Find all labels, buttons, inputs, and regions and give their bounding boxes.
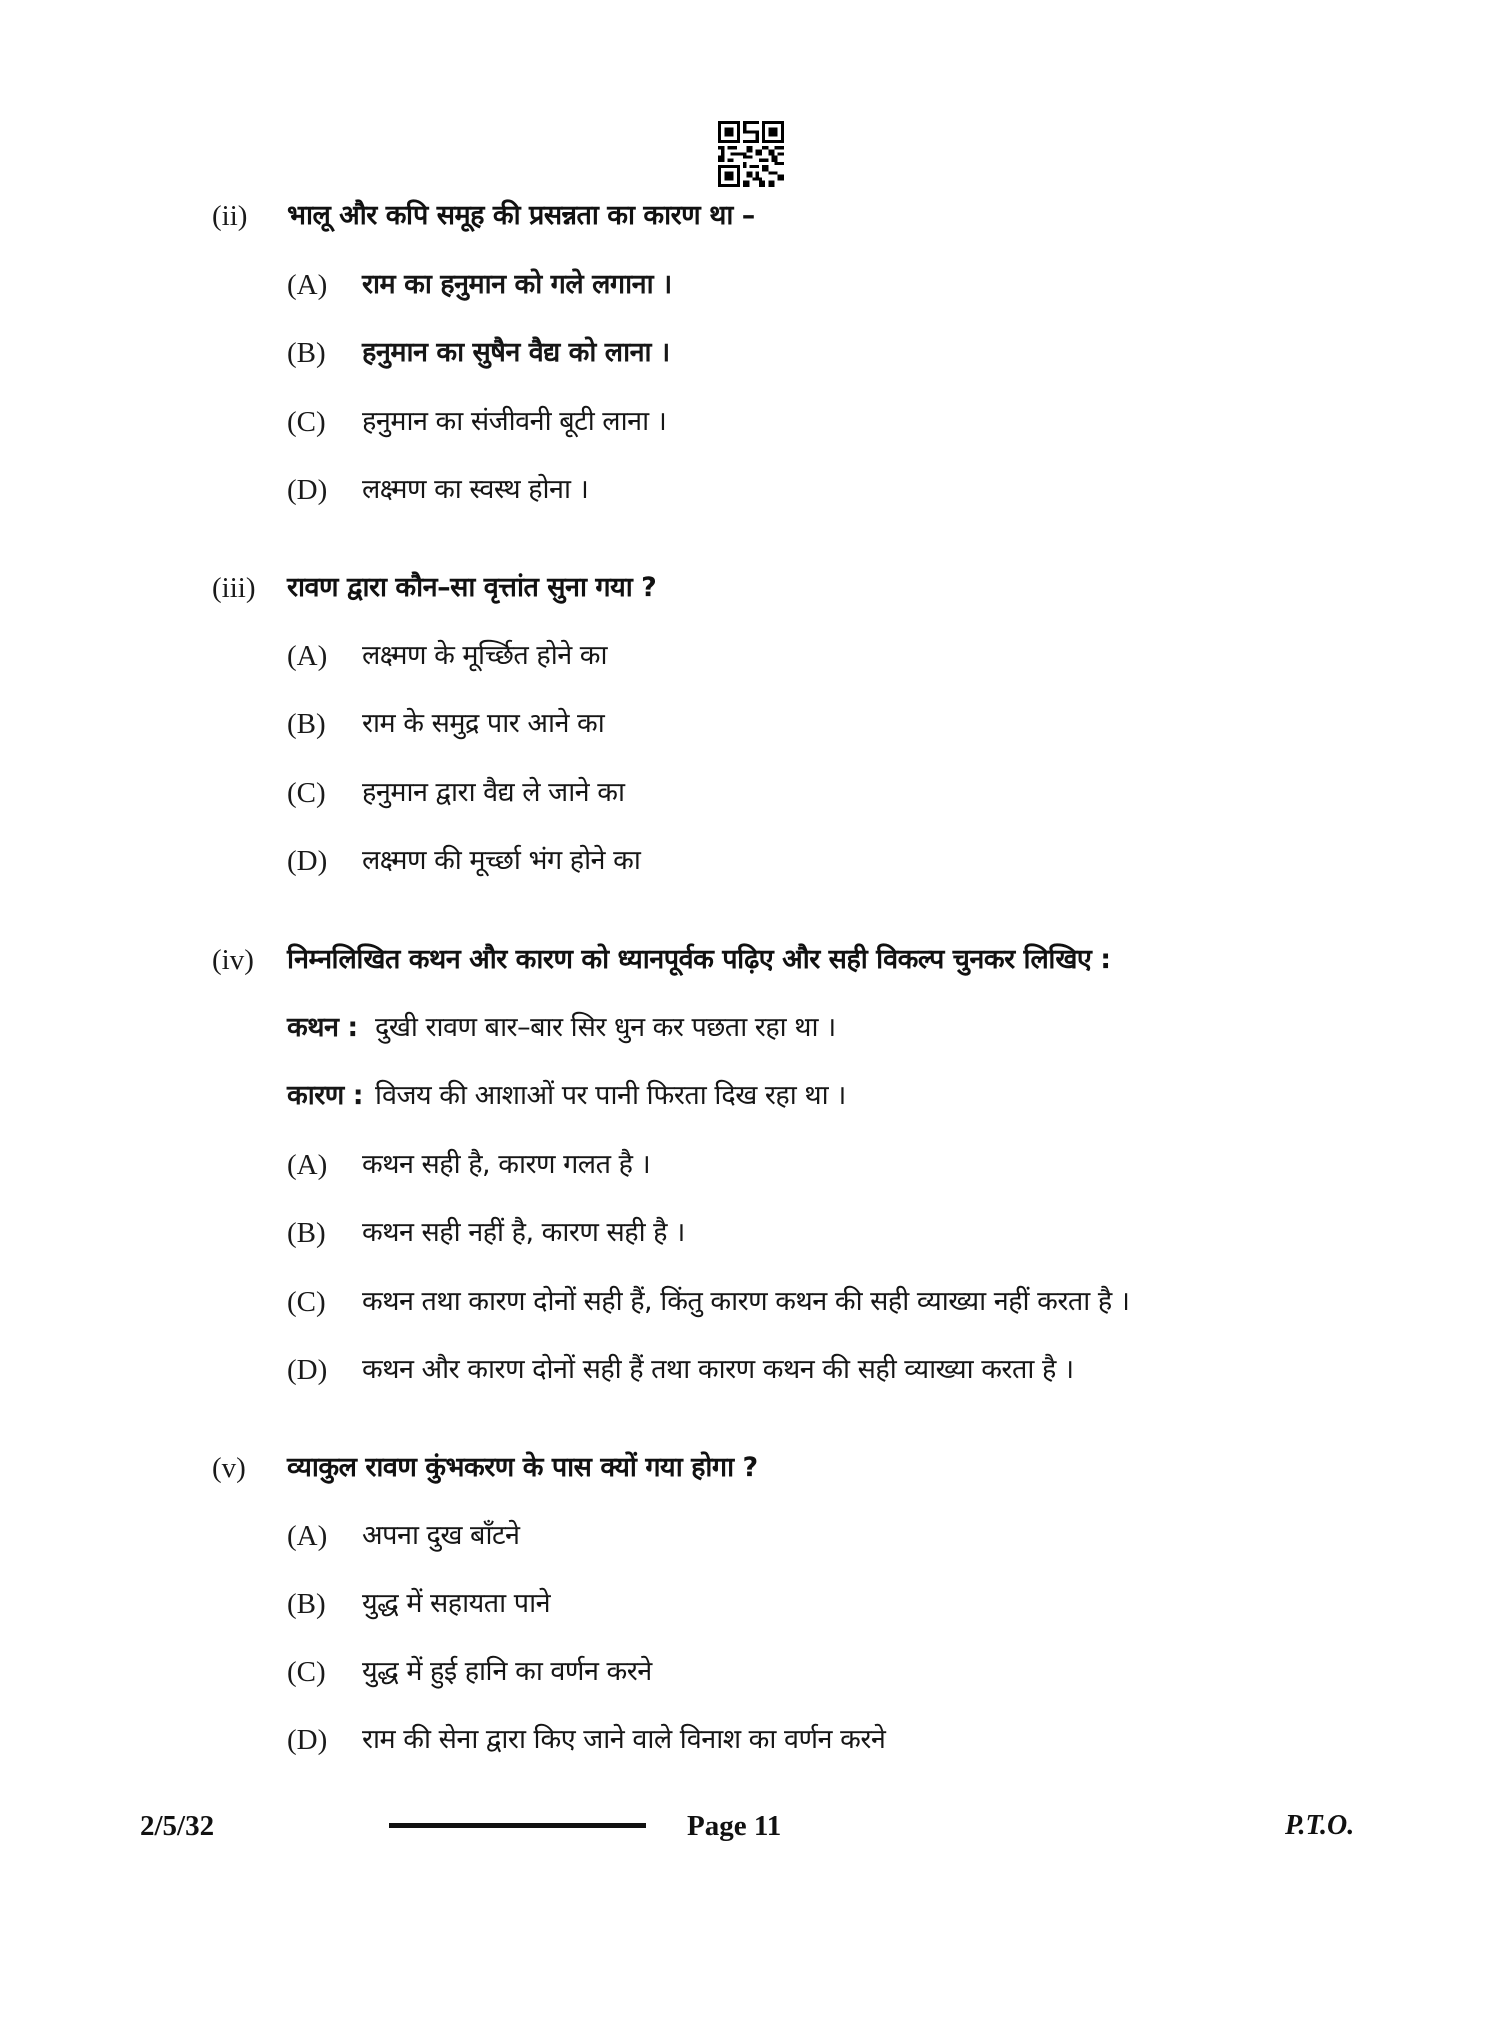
- paper-code: 2/5/32: [140, 1810, 215, 1842]
- option-label: (B): [287, 1217, 326, 1249]
- assertion-text: दुखी रावण बार–बार सिर धुन कर पछता रहा था ।: [375, 1012, 836, 1043]
- option-label: (B): [287, 1588, 326, 1620]
- option-text: युद्ध में सहायता पाने: [362, 1588, 551, 1619]
- option-label: (D): [287, 474, 328, 506]
- option-text: कथन सही नहीं है, कारण सही है ।: [362, 1217, 685, 1248]
- qr-code-icon: [718, 121, 784, 187]
- footer-divider: [389, 1823, 646, 1828]
- option-text: युद्ध में हुई हानि का वर्णन करने: [362, 1656, 652, 1687]
- option-text: अपना दुख बाँटने: [362, 1520, 520, 1551]
- question-text: निम्नलिखित कथन और कारण को ध्यानपूर्वक पढ़िए और सही विकल्प चुनकर लिखिए :: [287, 944, 1111, 975]
- option-label: (D): [287, 1724, 328, 1756]
- option-label: (C): [287, 406, 326, 438]
- question-text: भालू और कपि समूह की प्रसन्नता का कारण था –: [287, 200, 755, 231]
- option-text: राम का हनुमान को गले लगाना ।: [362, 269, 672, 300]
- question-text: व्याकुल रावण कुंभकरण के पास क्यों गया होगा ?: [287, 1452, 758, 1483]
- please-turn-over: P.T.O.: [1285, 1810, 1355, 1841]
- option-text: लक्ष्मण की मूर्च्छा भंग होने का: [362, 845, 641, 876]
- option-text: हनुमान का संजीवनी बूटी लाना ।: [362, 406, 667, 437]
- question-number: (ii): [212, 200, 248, 232]
- option-label: (A): [287, 269, 328, 301]
- option-label: (C): [287, 1656, 326, 1688]
- option-label: (A): [287, 1149, 328, 1181]
- option-label: (B): [287, 337, 326, 369]
- option-text: राम के समुद्र पार आने का: [362, 708, 605, 739]
- option-text: लक्ष्मण के मूर्च्छित होने का: [362, 640, 607, 671]
- option-text: राम की सेना द्वारा किए जाने वाले विनाश का वर्णन करने: [362, 1724, 886, 1755]
- page-number: Page 11: [687, 1810, 782, 1842]
- option-label: (D): [287, 1354, 328, 1386]
- option-text: हनुमान द्वारा वैद्य ले जाने का: [362, 777, 625, 808]
- assertion-label: कथन :: [287, 1012, 358, 1043]
- option-text: हनुमान का सुषैन वैद्य को लाना ।: [362, 337, 670, 368]
- option-text: कथन और कारण दोनों सही हैं तथा कारण कथन की सही व्याख्या करता है ।: [362, 1354, 1074, 1385]
- option-label: (D): [287, 845, 328, 877]
- option-label: (A): [287, 640, 328, 672]
- option-text: कथन सही है, कारण गलत है ।: [362, 1149, 651, 1180]
- question-number: (v): [212, 1452, 246, 1484]
- question-number: (iii): [212, 572, 256, 604]
- option-label: (B): [287, 708, 326, 740]
- option-label: (A): [287, 1520, 328, 1552]
- option-text: लक्ष्मण का स्वस्थ होना ।: [362, 474, 589, 505]
- option-text: कथन तथा कारण दोनों सही हैं, किंतु कारण कथन की सही व्याख्या नहीं करता है ।: [362, 1286, 1130, 1317]
- question-text: रावण द्वारा कौन–सा वृत्तांत सुना गया ?: [287, 572, 657, 603]
- option-label: (C): [287, 1286, 326, 1318]
- question-number: (iv): [212, 944, 254, 976]
- reason-label: कारण :: [287, 1080, 363, 1111]
- option-label: (C): [287, 777, 326, 809]
- reason-text: विजय की आशाओं पर पानी फिरता दिख रहा था ।: [375, 1080, 846, 1111]
